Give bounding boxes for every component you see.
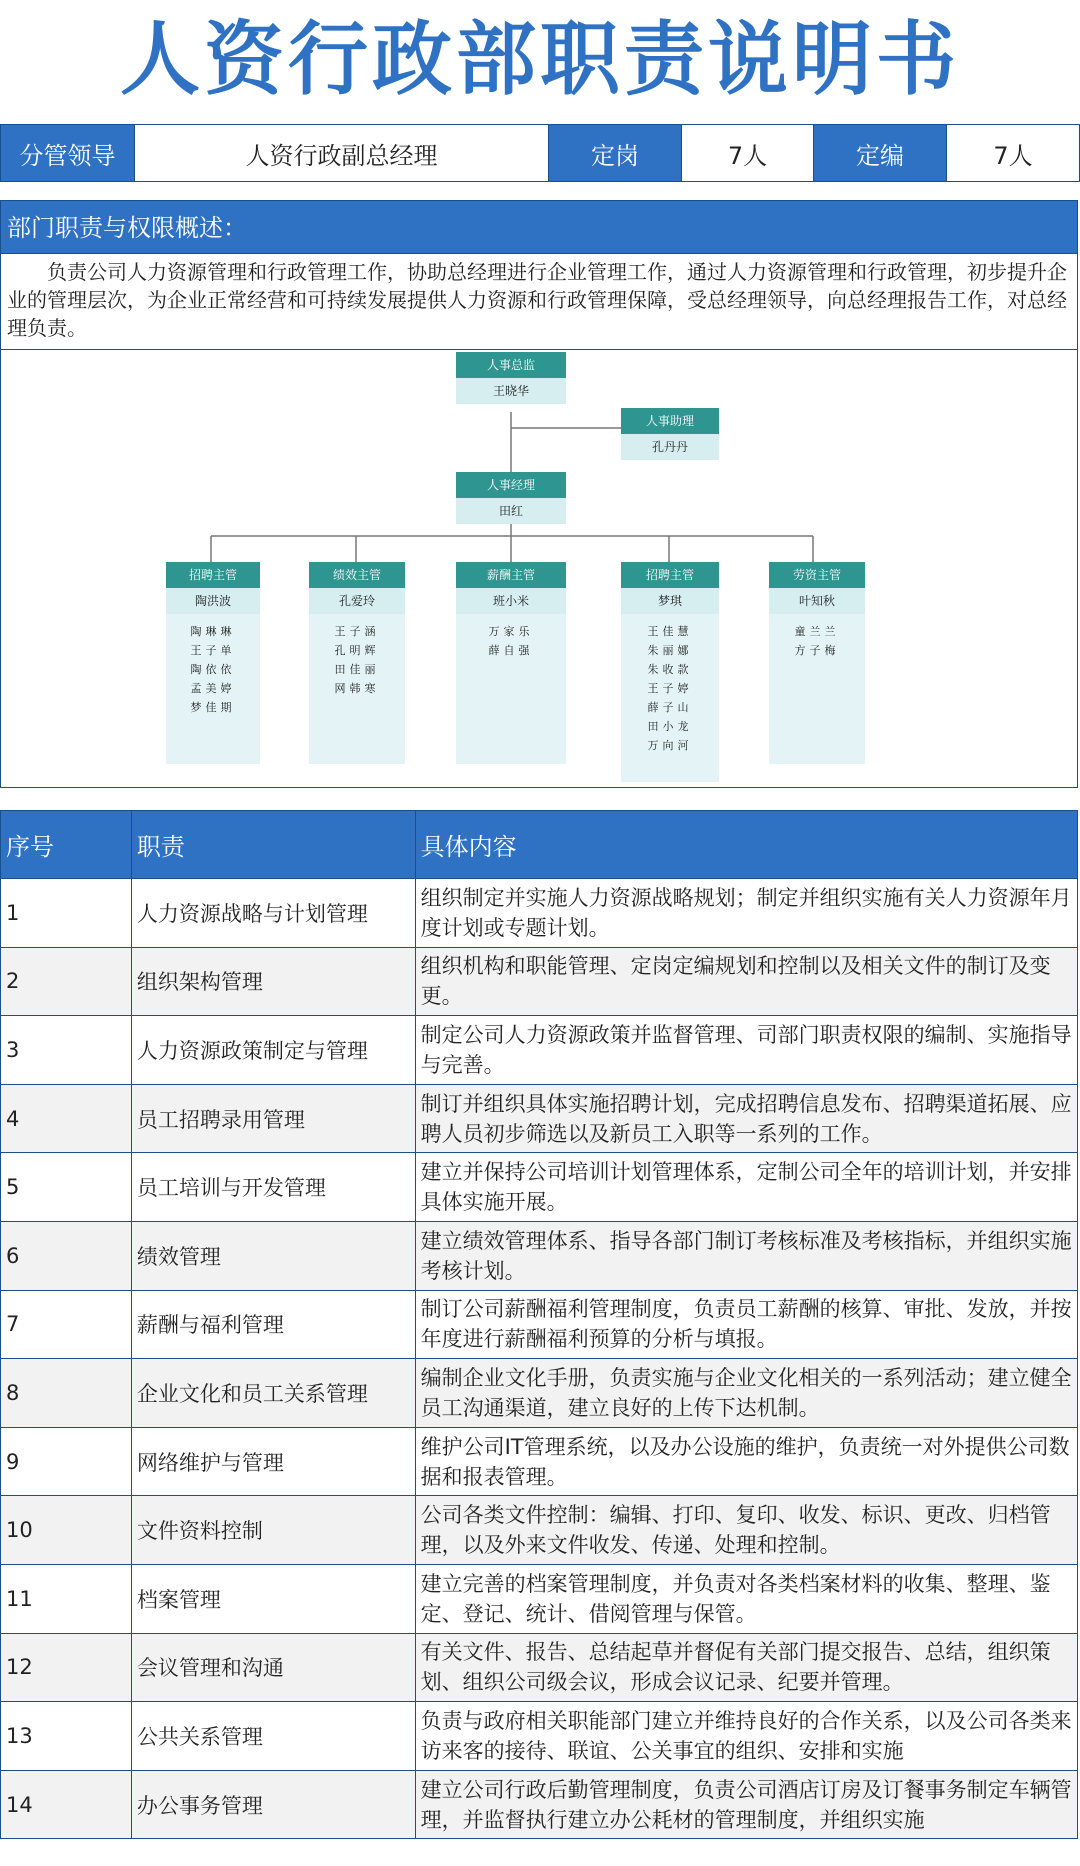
staff-label: 定编 bbox=[814, 125, 947, 181]
row-content-text: 维护公司IT管理系统，以及办公设施的维护，负责统一对外提供公司数据和报表管理。 bbox=[420, 1434, 1070, 1489]
row-duty bbox=[131, 1564, 415, 1633]
org-node-supervisor bbox=[309, 562, 405, 764]
row-content bbox=[415, 1016, 1077, 1085]
row-content bbox=[415, 1290, 1077, 1359]
row-number-text: 8 bbox=[6, 1380, 20, 1405]
table-header-row bbox=[1, 811, 1078, 879]
row-content-text: 建立绩效管理体系、指导各部门制订考核标准及考核指标，并组织实施考核计划。 bbox=[420, 1228, 1072, 1283]
org-node-assistant bbox=[621, 408, 719, 460]
row-content-text: 公司各类文件控制：编辑、打印、复印、收发、标识、更改、归档管理，以及外来文件收发、传递、处理和控制。 bbox=[420, 1503, 1051, 1558]
table-row bbox=[1, 1084, 1078, 1153]
overview-text: 负责公司人力资源管理和行政管理工作，协助总经理进行企业管理工作，通过人力资源管理和行政管理，初步提升企业的管理层次，为企业正常经营和可持续发展提供人力资源和行政管理保障，受总经理领导，向总经理报告工作，对总经理负责。 bbox=[0, 254, 1078, 350]
org-node-name: 梦琪 bbox=[621, 588, 719, 614]
row-content-text: 编制企业文化手册，负责实施与企业文化相关的一系列活动；建立健全员工沟通渠道，建立良好的上传下达机制。 bbox=[420, 1365, 1072, 1420]
row-duty bbox=[131, 1496, 415, 1565]
post-label: 定岗 bbox=[549, 125, 682, 181]
row-number bbox=[1, 1496, 132, 1565]
row-content-text: 制订并组织具体实施招聘计划，完成招聘信息发布、招聘渠道拓展、应聘人员初步筛选以及新员工入职等一系列的工作。 bbox=[420, 1091, 1072, 1146]
row-duty bbox=[131, 1633, 415, 1702]
org-member-list bbox=[621, 614, 719, 782]
row-number bbox=[1, 1633, 132, 1702]
org-member: 薛自强 bbox=[488, 644, 534, 657]
row-number-text: 10 bbox=[6, 1518, 33, 1543]
row-number bbox=[1, 1221, 132, 1290]
row-content bbox=[415, 1221, 1077, 1290]
org-node-name: 叶知秋 bbox=[769, 588, 865, 614]
org-node-title: 薪酬主管 bbox=[456, 562, 566, 588]
org-node-name: 孔丹丹 bbox=[621, 434, 719, 460]
row-number bbox=[1, 1016, 132, 1085]
row-number-text: 11 bbox=[6, 1586, 33, 1611]
row-number bbox=[1, 879, 132, 948]
org-member: 陶依依 bbox=[190, 663, 236, 676]
row-number-text: 13 bbox=[6, 1723, 33, 1748]
row-content-text: 组织机构和职能管理、定岗定编规划和控制以及相关文件的制订及变更。 bbox=[420, 954, 1051, 1009]
row-content bbox=[415, 1427, 1077, 1496]
org-member: 童兰兰 bbox=[794, 625, 840, 638]
row-content bbox=[415, 1770, 1077, 1839]
org-member-list bbox=[166, 614, 260, 764]
org-node-manager bbox=[456, 472, 566, 524]
row-content-text: 组织制定并实施人力资源战略规划；制定并组织实施有关人力资源年月度计划或专题计划。 bbox=[420, 885, 1072, 940]
duty-table bbox=[0, 810, 1078, 1839]
row-duty bbox=[131, 1221, 415, 1290]
row-content-text: 建立并保持公司培训计划管理体系，定制公司全年的培训计划，并安排具体实施开展。 bbox=[420, 1160, 1072, 1215]
table-row bbox=[1, 1633, 1078, 1702]
row-number-text: 6 bbox=[6, 1243, 20, 1268]
org-node-director bbox=[456, 352, 566, 404]
row-number-text: 4 bbox=[6, 1106, 20, 1131]
row-number bbox=[1, 1084, 132, 1153]
row-content bbox=[415, 1153, 1077, 1222]
lead-value: 人资行政副总经理 bbox=[135, 125, 549, 181]
row-content bbox=[415, 947, 1077, 1016]
row-duty bbox=[131, 1153, 415, 1222]
row-number bbox=[1, 1359, 132, 1428]
page-title: 人资行政部职责说明书 bbox=[120, 13, 960, 106]
org-member: 梦佳期 bbox=[190, 701, 236, 714]
row-content bbox=[415, 1359, 1077, 1428]
org-member: 孔明辉 bbox=[334, 644, 380, 657]
row-content bbox=[415, 1702, 1077, 1771]
row-duty-text: 组织架构管理 bbox=[136, 970, 263, 995]
row-content-text: 建立完善的档案管理制度，并负责对各类档案材料的收集、整理、鉴定、登记、统计、借阅管理与保管。 bbox=[420, 1571, 1051, 1626]
org-node-supervisor bbox=[621, 562, 719, 782]
table-row bbox=[1, 1221, 1078, 1290]
header-content: 具体内容 bbox=[415, 811, 1077, 879]
org-member-list bbox=[309, 614, 405, 764]
org-member: 薛子山 bbox=[647, 701, 693, 714]
org-member: 孟美婷 bbox=[190, 682, 236, 695]
row-duty bbox=[131, 1016, 415, 1085]
row-duty-text: 文件资料控制 bbox=[136, 1519, 263, 1544]
row-duty-text: 企业文化和员工关系管理 bbox=[136, 1381, 368, 1406]
row-duty-text: 档案管理 bbox=[136, 1587, 221, 1612]
row-duty-text: 绩效管理 bbox=[136, 1244, 221, 1269]
header-no: 序号 bbox=[1, 811, 132, 879]
org-node-supervisor bbox=[456, 562, 566, 764]
row-number bbox=[1, 947, 132, 1016]
row-duty bbox=[131, 1702, 415, 1771]
org-node-name: 陶洪波 bbox=[166, 588, 260, 614]
row-number bbox=[1, 1153, 132, 1222]
row-duty-text: 员工培训与开发管理 bbox=[136, 1176, 326, 1201]
org-node-title: 人事经理 bbox=[456, 472, 566, 498]
org-member: 田佳丽 bbox=[334, 663, 380, 676]
org-node-name: 班小米 bbox=[456, 588, 566, 614]
org-member-list bbox=[769, 614, 865, 764]
org-member: 王子单 bbox=[190, 644, 236, 657]
org-node-title: 绩效主管 bbox=[309, 562, 405, 588]
row-duty-text: 员工招聘录用管理 bbox=[136, 1107, 305, 1132]
row-duty bbox=[131, 947, 415, 1016]
row-number bbox=[1, 1427, 132, 1496]
overview-heading: 部门职责与权限概述： bbox=[0, 200, 1078, 254]
row-duty bbox=[131, 1290, 415, 1359]
org-node-supervisor bbox=[769, 562, 865, 764]
row-number-text: 12 bbox=[6, 1655, 33, 1680]
table-row bbox=[1, 879, 1078, 948]
table-row bbox=[1, 1564, 1078, 1633]
org-member: 王子涵 bbox=[334, 625, 380, 638]
org-node-supervisor bbox=[166, 562, 260, 764]
org-node-title: 招聘主管 bbox=[621, 562, 719, 588]
org-member: 方子梅 bbox=[794, 644, 840, 657]
lead-label: 分管领导 bbox=[1, 125, 135, 181]
row-number-text: 3 bbox=[6, 1037, 20, 1062]
row-content bbox=[415, 879, 1077, 948]
row-duty bbox=[131, 879, 415, 948]
row-duty bbox=[131, 1359, 415, 1428]
org-node-name: 田红 bbox=[456, 498, 566, 524]
table-row bbox=[1, 1016, 1078, 1085]
org-node-title: 招聘主管 bbox=[166, 562, 260, 588]
org-member-list bbox=[456, 614, 566, 764]
org-member: 网韩寒 bbox=[334, 682, 380, 695]
row-duty-text: 人力资源政策制定与管理 bbox=[136, 1038, 368, 1063]
row-number bbox=[1, 1564, 132, 1633]
header-duty: 职责 bbox=[131, 811, 415, 879]
row-duty-text: 办公事务管理 bbox=[136, 1793, 263, 1818]
org-chart bbox=[0, 350, 1078, 788]
org-node-title: 劳资主管 bbox=[769, 562, 865, 588]
row-number-text: 1 bbox=[6, 900, 20, 925]
row-content-text: 制订公司薪酬福利管理制度，负责员工薪酬的核算、审批、发放，并按年度进行薪酬福利预算的分析与填报。 bbox=[420, 1297, 1072, 1352]
org-node-name: 孔爱玲 bbox=[309, 588, 405, 614]
row-content-text: 负责与政府相关职能部门建立并维持良好的合作关系，以及公司各类来访来客的接待、联谊、公关事宜的组织、安排和实施 bbox=[420, 1708, 1072, 1763]
row-content bbox=[415, 1564, 1077, 1633]
org-member: 朱收款 bbox=[647, 663, 693, 676]
org-node-title: 人事总监 bbox=[456, 352, 566, 378]
table-row bbox=[1, 1702, 1078, 1771]
row-content bbox=[415, 1084, 1077, 1153]
row-number bbox=[1, 1702, 132, 1771]
row-duty-text: 公共关系管理 bbox=[136, 1724, 263, 1749]
post-value: 7人 bbox=[682, 125, 814, 181]
row-duty-text: 人力资源战略与计划管理 bbox=[136, 901, 368, 926]
row-number-text: 9 bbox=[6, 1449, 20, 1474]
staff-value: 7人 bbox=[947, 125, 1079, 181]
row-number bbox=[1, 1770, 132, 1839]
org-member: 王佳慧 bbox=[647, 625, 693, 638]
org-member: 万家乐 bbox=[488, 625, 534, 638]
row-content-text: 有关文件、报告、总结起草并督促有关部门提交报告、总结，组织策划、组织公司级会议，形成会议记录、纪要并管理。 bbox=[420, 1640, 1051, 1695]
row-content bbox=[415, 1496, 1077, 1565]
org-member: 王子婷 bbox=[647, 682, 693, 695]
row-number-text: 7 bbox=[6, 1312, 20, 1337]
row-duty bbox=[131, 1427, 415, 1496]
org-member: 陶琳琳 bbox=[190, 625, 236, 638]
table-row bbox=[1, 1770, 1078, 1839]
row-duty bbox=[131, 1770, 415, 1839]
table-row bbox=[1, 1427, 1078, 1496]
row-duty bbox=[131, 1084, 415, 1153]
org-member: 万向河 bbox=[647, 739, 693, 752]
org-node-name: 王晓华 bbox=[456, 378, 566, 404]
row-number-text: 2 bbox=[6, 969, 20, 994]
row-content-text: 建立公司行政后勤管理制度，负责公司酒店订房及订餐事务制定车辆管理，并监督执行建立办公耗材的管理制度，并组织实施 bbox=[420, 1777, 1072, 1832]
row-duty-text: 会议管理和沟通 bbox=[136, 1656, 284, 1681]
table-row bbox=[1, 1290, 1078, 1359]
row-number-text: 5 bbox=[6, 1175, 20, 1200]
row-duty-text: 薪酬与福利管理 bbox=[136, 1313, 284, 1338]
row-content bbox=[415, 1633, 1077, 1702]
table-row bbox=[1, 1496, 1078, 1565]
row-duty-text: 网络维护与管理 bbox=[136, 1450, 284, 1475]
row-number bbox=[1, 1290, 132, 1359]
table-row bbox=[1, 1359, 1078, 1428]
table-row bbox=[1, 1153, 1078, 1222]
org-member: 朱丽娜 bbox=[647, 644, 693, 657]
info-row bbox=[0, 124, 1080, 182]
org-member: 田小龙 bbox=[647, 720, 693, 733]
table-row bbox=[1, 947, 1078, 1016]
row-number-text: 14 bbox=[6, 1792, 33, 1817]
org-node-title: 人事助理 bbox=[621, 408, 719, 434]
row-content-text: 制定公司人力资源政策并监督管理、司部门职责权限的编制、实施指导与完善。 bbox=[420, 1022, 1072, 1077]
